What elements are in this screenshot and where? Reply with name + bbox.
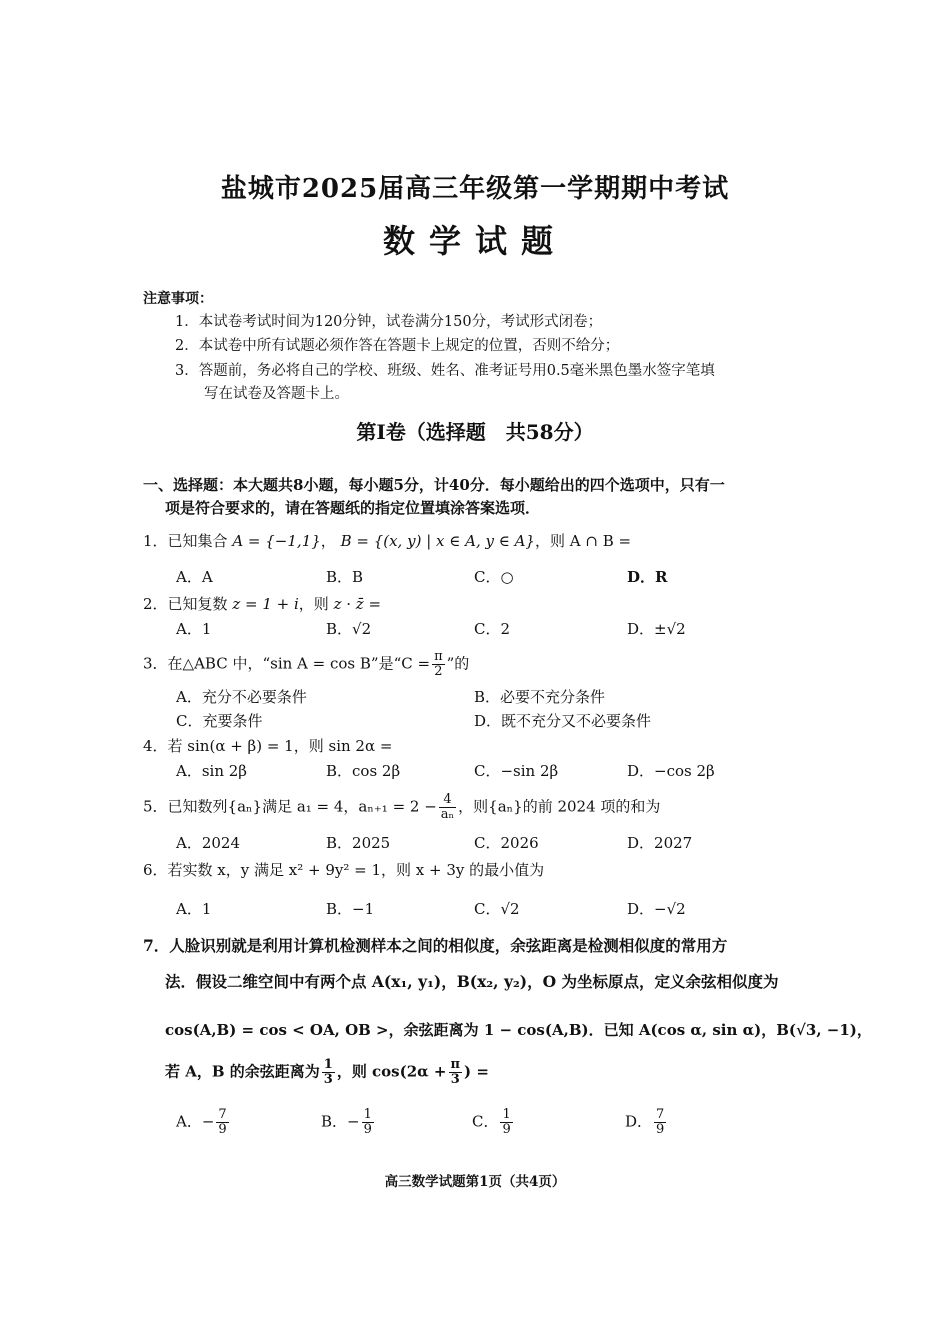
question-6-stem: 6．若实数 x，y 满足 x² + 9y² = 1，则 x + 3y 的最小值为 (143, 861, 545, 879)
note-item: 1．本试卷考试时间为120分钟，试卷满分150分，考试形式闭卷； (175, 314, 603, 330)
q3-option-a: A．充分不必要条件 (176, 688, 307, 706)
q3-option-c: C．充要条件 (176, 712, 263, 730)
note-item: 写在试卷及答题卡上。 (204, 386, 349, 402)
q5-option-c: C．2026 (474, 834, 539, 852)
q5-option-b: B．2025 (326, 834, 391, 852)
q3-option-b: B．必要不充分条件 (474, 688, 606, 706)
q1-option-d: D．R (627, 568, 668, 586)
q6-option-c: C．√2 (474, 900, 520, 918)
question-7-line: 若 A，B 的余弦距离为 $\frac{1}{3}$ ，则 cos(2α + $\frac{\pi}{3}$ ) = (165, 1057, 489, 1087)
question-4-stem: 4．若 sin(α + β) = 1，则 sin 2α = (143, 737, 393, 755)
question-7-line: cos(A,B) = cos < OA, OB >，余弦距离为 1 − cos(A,B)．已知 A(cos α, sin α)，B(√3, −1)， (165, 1021, 872, 1039)
q5-option-a: A．2024 (176, 834, 241, 852)
q6-option-d: D．−√2 (627, 900, 686, 918)
question-7-line: 7．人脸识别就是利用计算机检测样本之间的相似度，余弦距离是检测相似度的常用方 (143, 936, 728, 955)
q2-option-b: B．√2 (326, 620, 372, 638)
q7-option-d: D． $\frac{7}{9}$ (625, 1107, 665, 1137)
q6-option-b: B．−1 (326, 900, 375, 918)
q1-option-c: C．○ (474, 568, 514, 586)
section-intro: 一、选择题：本大题共8小题，每小题5分，计40分．每小题给出的四个选项中，只有一 (143, 476, 725, 494)
q7-option-a: A．− $\frac{7}{9}$ (176, 1107, 227, 1137)
note-item: 2．本试卷中所有试题必须作答在答题卡上规定的位置，否则不给分； (175, 338, 620, 354)
q6-option-a: A．1 (176, 900, 212, 918)
question-7-line: 法．假设二维空间中有两个点 A(x₁, y₁)，B(x₂, y₂)，O 为坐标原点，定义余弦相似度为 (165, 972, 779, 991)
q1-option-b: B．B (326, 568, 364, 586)
q4-option-c: C．−sin 2β (474, 762, 559, 780)
q4-option-a: A．sin 2β (176, 762, 247, 780)
section-intro: 项是符合要求的，请在答题纸的指定位置填涂答案选项． (165, 499, 541, 517)
question-1-stem: 1．已知集合 A = {−1,1}， B = {(x, y) | x ∈ A, y ∈ A}，则 A ∩ B = (143, 532, 632, 550)
q1-option-a: A．A (176, 568, 213, 586)
q2-option-a: A．1 (176, 620, 212, 638)
question-3-stem: 3．在△ABC 中，“sin A = cos B”是“C = $\frac{\pi}{2}$ ”的 (143, 649, 470, 679)
q7-option-c: C． $\frac{1}{9}$ (472, 1107, 511, 1137)
q4-option-d: D．−cos 2β (627, 762, 715, 780)
question-2-stem: 2．已知复数 z = 1 + i，则 z · z̄ = (143, 595, 382, 613)
question-5-stem: 5．已知数列{aₙ}满足 a₁ = 4，aₙ₊₁ = 2 − $\frac{4}{\text{aₙ}}$ ，则{aₙ}的前 2024 项的和为 (143, 792, 661, 822)
exam-title: 盐城市2025届高三年级第一学期期中考试 (220, 174, 730, 204)
subject-title: 数学试题 (382, 222, 567, 260)
q2-option-d: D．±√2 (627, 620, 686, 638)
section-title: 第Ⅰ卷（选择题 共58分） (356, 420, 594, 444)
q7-option-b: B．− $\frac{1}{9}$ (321, 1107, 372, 1137)
q4-option-b: B．cos 2β (326, 762, 401, 780)
note-item: 3．答题前，务必将自己的学校、班级、姓名、准考证号用0.5毫米黑色墨水签字笔填 (175, 363, 715, 379)
q3-option-d: D．既不充分又不必要条件 (474, 712, 652, 730)
q5-option-d: D．2027 (627, 834, 693, 852)
notes-heading: 注意事项： (143, 291, 213, 307)
q2-option-c: C．2 (474, 620, 511, 638)
page-footer: 高三数学试题第1页（共4页） (384, 1174, 566, 1190)
